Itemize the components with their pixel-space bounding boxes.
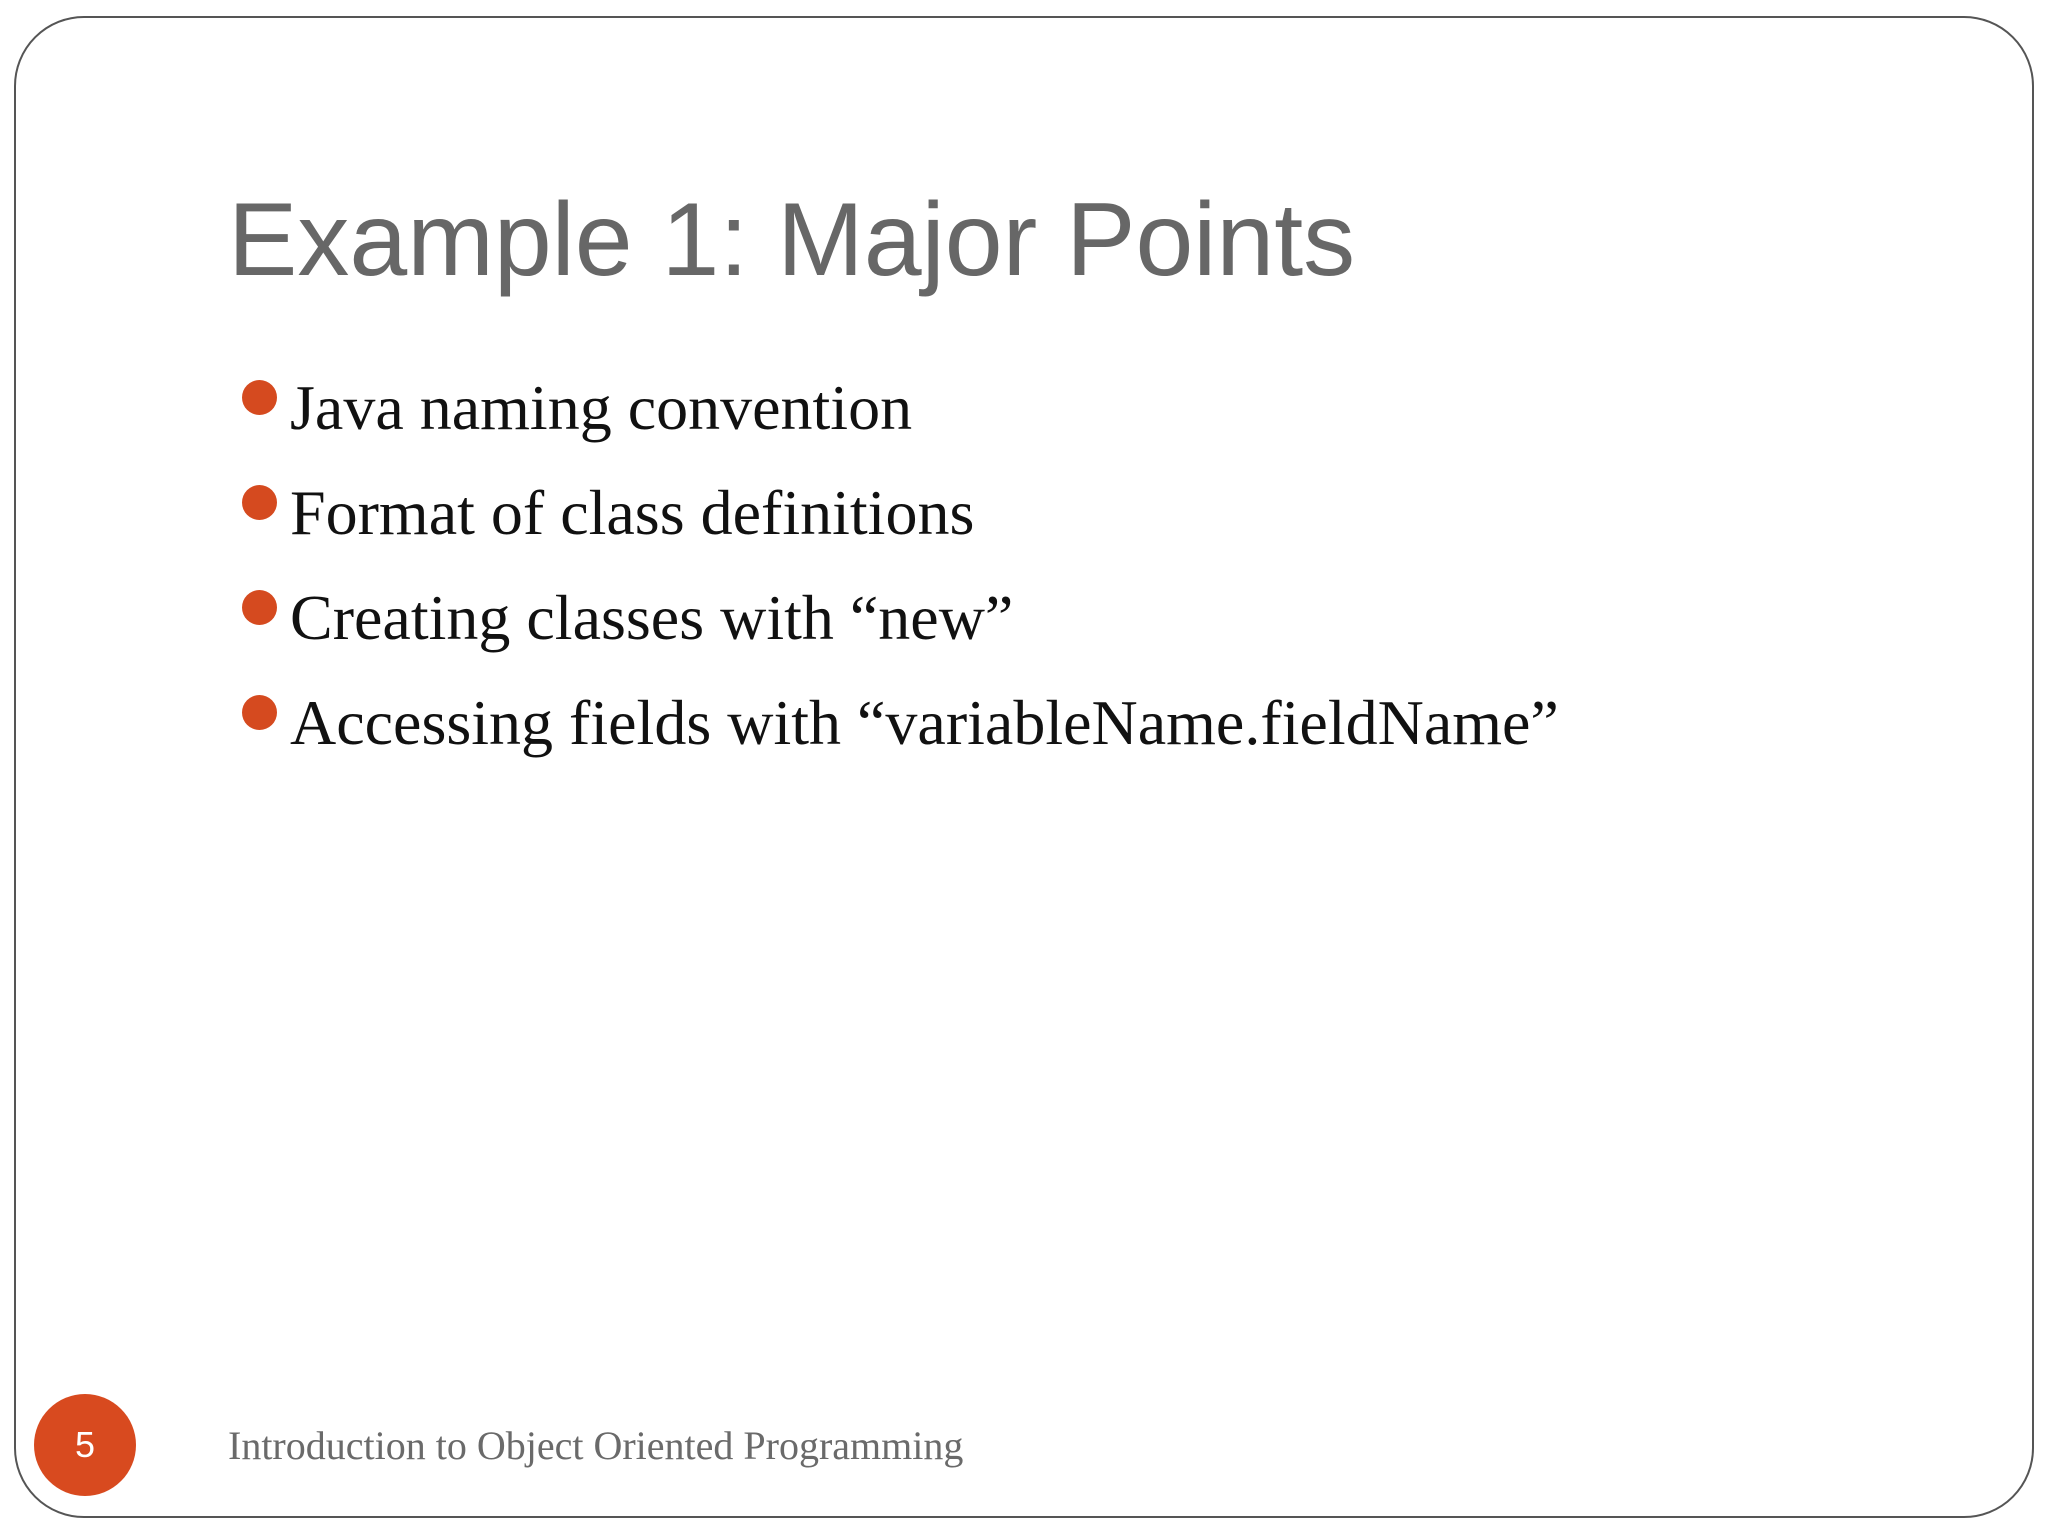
footer-text: Introduction to Object Oriented Programming (228, 1423, 964, 1468)
bullet-text: Creating classes with “new” (290, 582, 1014, 653)
bullet-item (228, 471, 1559, 576)
bullet-text: Format of class definitions (290, 477, 975, 548)
slide-title: Example 1: Major Points (228, 182, 1356, 298)
bullet-text: Accessing fields with “variableName.fieldName” (290, 687, 1559, 758)
bullet-dot-icon (242, 695, 277, 730)
bullet-text: Java naming convention (290, 372, 913, 443)
bullet-list (228, 366, 1559, 786)
bullet-dot-icon (242, 590, 277, 625)
bullet-item (228, 576, 1559, 681)
bullet-dot-icon (242, 380, 277, 415)
slide (14, 16, 2034, 1518)
bullet-item (228, 366, 1559, 471)
bullet-item (228, 681, 1559, 786)
bullet-dot-icon (242, 485, 277, 520)
page-number-badge: 5 (34, 1394, 136, 1496)
